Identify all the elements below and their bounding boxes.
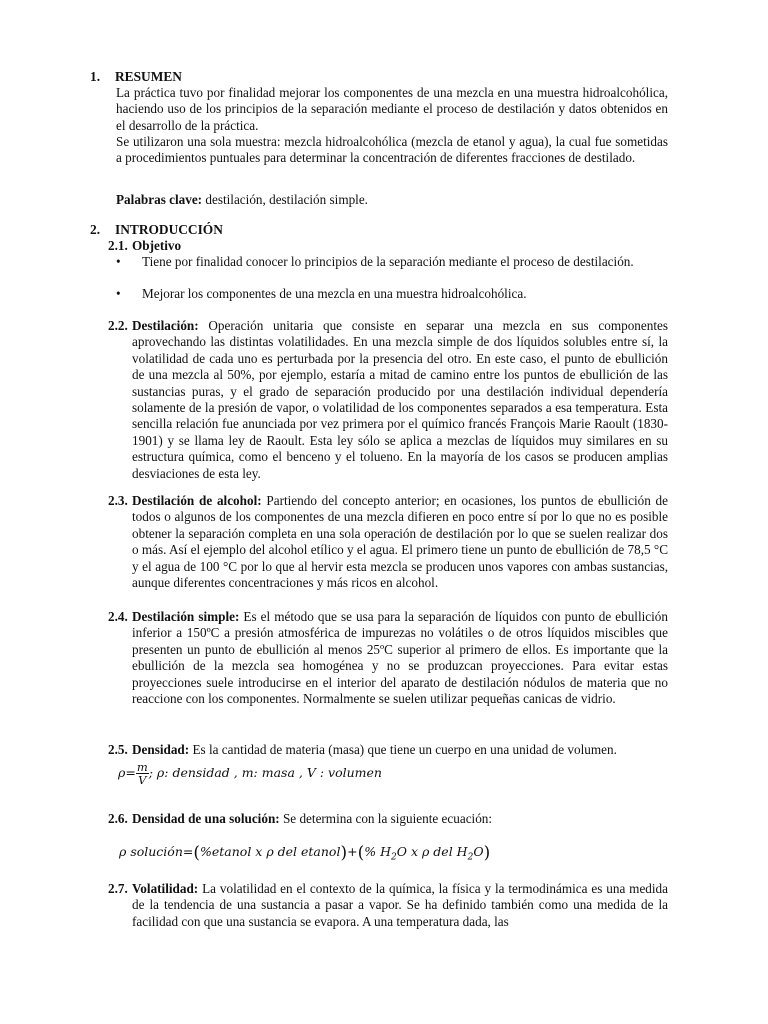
subsection-number: 2.3. <box>108 493 128 508</box>
subsection-densidad-solucion <box>108 811 668 827</box>
eq-ethanol-term: %etanol x ρ del etanol <box>200 844 341 859</box>
subsection-text: Es el método que se usa para la separación de líquidos con punto de ebullición inferior a 150ºC a presión atmosférica de impurezas no volátiles o de otros líquidos miscibles que presenten un punto de ebullición al menos 25ºC superior al primero de ellos. Es importante que la ebullición de la mezcla sea homogénea y no se produzcan proyecciones. Para evitar estas proyecciones suele introducirse en el interior del aparato de destilación nódulos de materia que no reaccione con los componentes. Normalmente se suelen utilizar pequeñas canicas de vidrio. <box>132 609 668 707</box>
subsection-number: 2.4. <box>108 609 128 624</box>
subsection-densidad <box>108 742 668 758</box>
subsection-objetivo <box>108 238 668 254</box>
eq-numerator: m <box>136 760 148 774</box>
subsection-number: 2.2. <box>108 318 128 333</box>
subsection-title: Volatilidad: <box>132 881 199 896</box>
eq-subscript: 2 <box>467 852 474 863</box>
eq-denominator: V <box>138 773 147 787</box>
subsection-text: Es la cantidad de materia (masa) que tiene un cuerpo en una unidad de volumen. <box>189 742 617 757</box>
eq-water-term: O <box>473 844 484 859</box>
eq-water-term: % H <box>364 844 391 859</box>
bullet-item-1 <box>116 254 668 270</box>
section-title: RESUMEN <box>115 69 182 84</box>
subsection-title: Densidad de una solución: <box>132 811 280 826</box>
subsection-title: Densidad: <box>132 742 190 757</box>
bullet-text: Tiene por finalidad conocer lo principios de la separación mediante el proceso de destilación. <box>142 254 634 269</box>
bullet-text: Mejorar los componentes de una mezcla en una muestra hidroalcohólica. <box>142 286 527 301</box>
eq-open-paren: ( <box>193 843 200 863</box>
subsection-number: 2.5. <box>108 742 128 757</box>
bullet-icon: • <box>116 286 121 301</box>
solution-density-equation <box>119 843 490 863</box>
eq-lhs: ρ solución= <box>119 844 194 859</box>
subsection-destilacion-alcohol <box>108 493 668 591</box>
subsection-title: Objetivo <box>132 238 182 253</box>
section-number: 1. <box>90 69 101 84</box>
subsection-destilacion-simple <box>108 609 668 707</box>
subsection-number: 2.1. <box>108 238 128 253</box>
subsection-number: 2.7. <box>108 881 128 896</box>
eq-plus: + <box>347 844 358 859</box>
keywords-text: destilación, destilación simple. <box>202 192 368 207</box>
subsection-title: Destilación simple: <box>132 609 240 624</box>
eq-definitions: ; ρ: densidad , m: masa , V : volumen <box>148 765 382 780</box>
subsection-title: Destilación de alcohol: <box>132 493 262 508</box>
section-title: INTRODUCCIÓN <box>115 222 223 237</box>
bullet-item-2 <box>116 286 668 302</box>
keywords-label: Palabras clave: <box>116 192 203 207</box>
eq-fraction <box>136 761 149 786</box>
subsection-text: La volatilidad en el contexto de la química, la física y la termodinámica es una medida de la tendencia de una sustancia a pasar a vapor. Se ha definido también como una medida de la facilidad con que una sustancia se evapora. A una temperatura dada, las <box>132 881 668 929</box>
subsection-text: Se determina con la siguiente ecuación: <box>279 811 493 826</box>
resumen-paragraph-1: La práctica tuvo por finalidad mejorar los componentes de una mezcla en una muestra hidroalcohólica, haciendo uso de los principios de la separación mediante el proceso de destilación y datos obtenidos en el desarrollo de la práctica. <box>116 85 668 133</box>
eq-rho: ρ= <box>118 765 136 780</box>
subsection-volatilidad <box>108 881 668 930</box>
subsection-text: Partiendo del concepto anterior; en ocasiones, los puntos de ebullición de todos o algunos de los componentes de una mezcla difieren en poco entre sí por lo que no es posible obtener la separación completa en una sola operación de destilación por lo que se suelen realizar dos o más. Así el ejemplo del alcohol etílico y el agua. El primero tiene un punto de ebullición de 78,5 °C y el agua de 100 °C por lo que al hervir esta mezcla se producen unos vapores con ambas sustancias, aunque diferentes concentraciones y más ricos en alcohol. <box>132 493 668 591</box>
keywords-line <box>116 192 668 208</box>
subsection-destilacion <box>108 318 668 482</box>
section-heading-resumen <box>90 69 182 85</box>
subsection-text: Operación unitaria que consiste en separar una mezcla en sus componentes aprovechando las distintas volatilidades. En una mezcla simple de dos líquidos solubles entre sí, la volatilidad de cada uno es perturbada por la presencia del otro. En este caso, el punto de ebullición de una mezcla al 50%, por ejemplo, estaría a mitad de camino entre los puntos de ebullición de las sustancias puras, y el grado de separación producido por una destilación individual dependería solamente de la presión de vapor, o volatilidad de los componentes separados a esa temperatura. Esta sencilla relación fue anunciada por vez primera por el químico francés François Marie Raoult (1830-1901) y se llama ley de Raoult. Esta ley sólo se aplica a mezclas de líquidos muy similares en su estructura química, como el benceno y el tolueno. En la mayoría de los casos se producen amplias desviaciones de esta ley. <box>132 318 668 481</box>
subsection-title: Destilación: <box>132 318 199 333</box>
bullet-icon: • <box>116 254 121 269</box>
eq-open-paren: ( <box>357 843 365 863</box>
section-heading-introduccion <box>90 222 223 238</box>
eq-water-term: O x ρ del H <box>396 844 468 859</box>
eq-close-paren: ) <box>483 843 491 863</box>
eq-subscript: 2 <box>391 852 397 863</box>
density-equation <box>118 761 382 786</box>
resumen-paragraph-2: Se utilizaron una sola muestra: mezcla hidroalcohólica (mezcla de etanol y agua), la cual fue sometidas a procedimientos puntuales para determinar la concentración de diferentes fracciones de destilado. <box>116 134 668 166</box>
subsection-number: 2.6. <box>108 811 128 826</box>
eq-close-paren: ) <box>340 843 348 863</box>
section-number: 2. <box>90 222 101 237</box>
